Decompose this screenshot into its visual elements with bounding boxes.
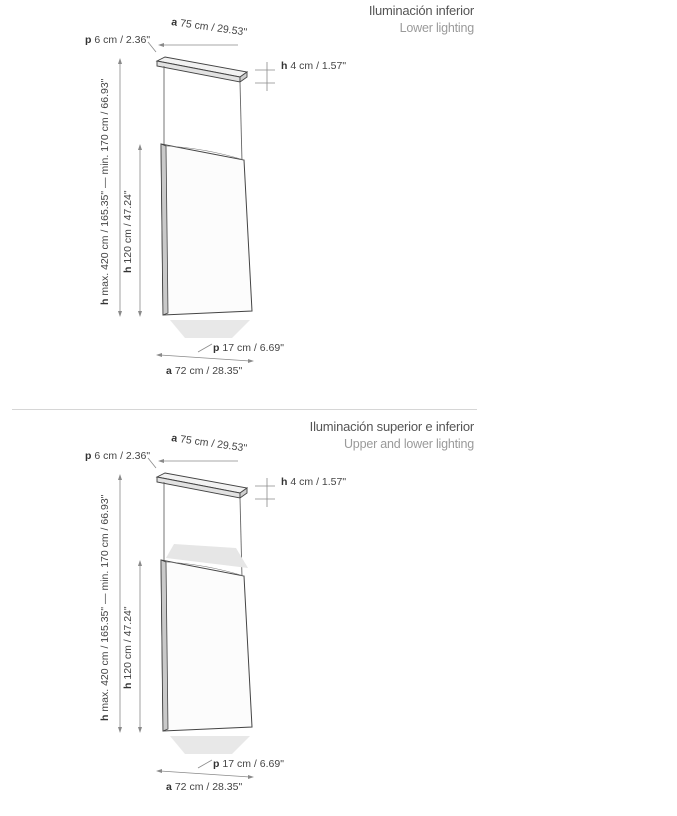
downlight-glow xyxy=(170,320,250,338)
dimension-depth-top: p 6 cm / 2.36" xyxy=(85,34,151,46)
dimension-canopy-height: h 4 cm / 1.57" xyxy=(281,60,347,72)
lamp-illustration xyxy=(157,57,252,338)
lamp-dimension-drawing xyxy=(0,416,677,816)
title-english: Lower lighting xyxy=(399,21,474,35)
dimension-width-bottom: a 72 cm / 28.35" xyxy=(166,365,243,377)
dimension-canopy-height: h 4 cm / 1.57" xyxy=(281,476,347,488)
lamp-dimension-drawing xyxy=(0,0,677,400)
lamp-shade xyxy=(161,560,252,731)
lamp-shade xyxy=(161,144,252,315)
dimension-depth-bottom: p 17 cm / 6.69" xyxy=(213,758,284,770)
dimension-width-top: a75 cm / 29.53" xyxy=(170,16,248,39)
section-divider xyxy=(12,409,477,410)
dimension-shade-height: h120 cm / 47.24" xyxy=(122,606,134,689)
lower-lighting-panel xyxy=(0,0,677,400)
title-spanish: Iluminación inferior xyxy=(368,3,474,18)
dimension-depth-top: p 6 cm / 2.36" xyxy=(85,450,151,462)
dimension-total-height: hmax. 420 cm / 165.35" — min. 170 cm / 66.93" xyxy=(99,494,111,721)
title-english: Upper and lower lighting xyxy=(343,437,474,451)
dimension-depth-bottom: p 17 cm / 6.69" xyxy=(213,342,284,354)
suspension-cable-right xyxy=(240,82,242,162)
title-spanish: Iluminación superior e inferior xyxy=(309,419,474,434)
dimension-width-top: a75 cm / 29.53" xyxy=(170,432,248,455)
downlight-glow xyxy=(170,736,250,754)
dimension-total-height: hmax. 420 cm / 165.35" — min. 170 cm / 66.93" xyxy=(99,78,111,305)
upper-lower-lighting-panel xyxy=(0,416,677,816)
lamp-illustration xyxy=(157,473,252,754)
dimension-width-bottom: a 72 cm / 28.35" xyxy=(166,781,243,793)
dimension-shade-height: h120 cm / 47.24" xyxy=(122,190,134,273)
